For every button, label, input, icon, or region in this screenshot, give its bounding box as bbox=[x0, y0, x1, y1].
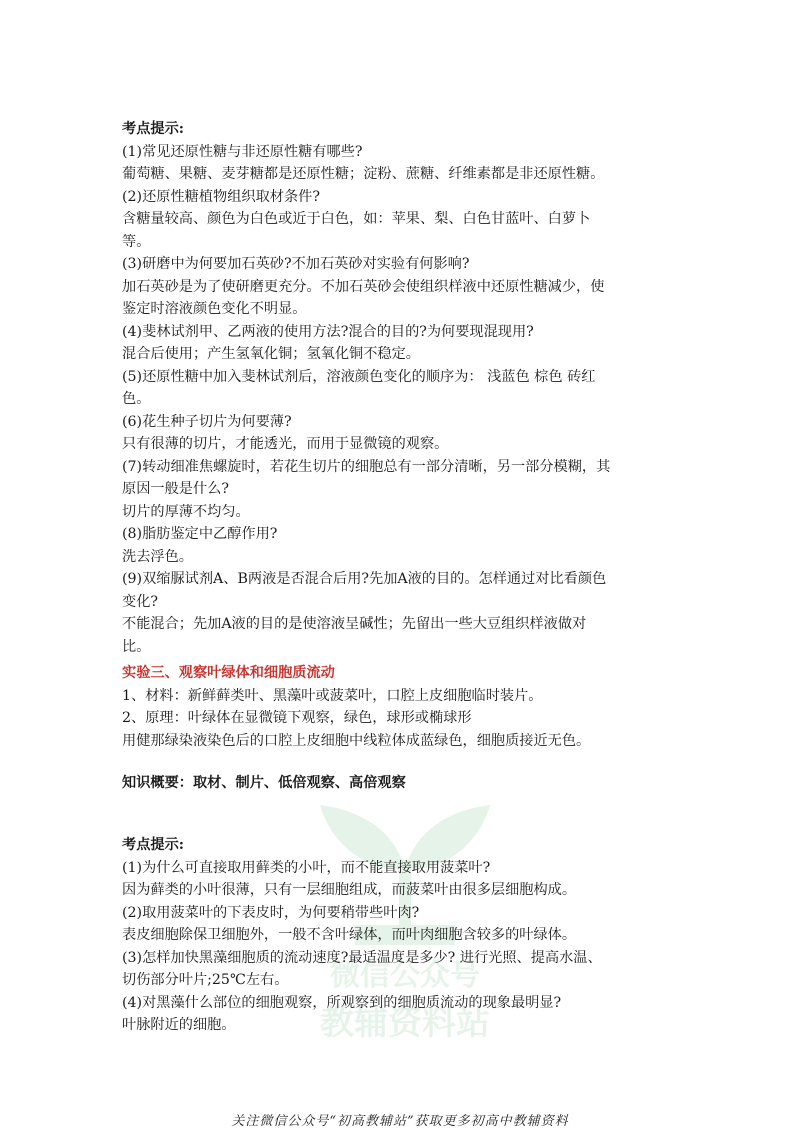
text-line: (8)脂肪鉴定中乙醇作用? bbox=[122, 526, 278, 542]
section-exam-tips-1 bbox=[122, 118, 682, 658]
text-line: 2、原理：叶绿体在显微镜下观察，绿色，球形或椭球形 bbox=[122, 710, 472, 726]
section-exam-tips-2 bbox=[122, 834, 682, 1037]
experiment-title: 实验三、观察叶绿体和细胞质流动 bbox=[122, 665, 335, 681]
text-line: 变化? bbox=[122, 593, 158, 610]
watermark-line2: 教辅资料站 bbox=[320, 1003, 490, 1043]
text-line: 比。 bbox=[122, 638, 151, 655]
section-heading: 考点提示: bbox=[122, 837, 184, 853]
text-line: (3)怎样加快黑藻细胞质的流动速度?最适温度是多少? 进行光照、提高水温、 bbox=[122, 949, 602, 966]
text-line: 切片的厚薄不均匀。 bbox=[122, 503, 250, 520]
text-line: (1)为什么可直接取用藓类的小叶，而不能直接取用菠菜叶? bbox=[122, 859, 491, 876]
text-line: 葡萄糖、果糖、麦芽糖都是还原性糖；淀粉、蔗糖、纤维素都是非还原性糖。 bbox=[122, 166, 605, 182]
text-line: (4)斐林试剂甲、乙两液的使用方法?混合的目的?为何要现混现用? bbox=[122, 323, 534, 340]
text-line: (5)还原性糖中加入斐林试剂后，溶液颜色变化的顺序为： 浅蓝色 棕色 砖红 bbox=[122, 368, 596, 385]
text-line: 加石英砂是为了使研磨更充分。不加石英砂会使组织样液中还原性糖减少，使 bbox=[122, 278, 605, 295]
section-experiment-3 bbox=[122, 662, 682, 752]
text-line: (2)还原性糖植物组织取材条件? bbox=[122, 188, 320, 205]
text-line: 用健那绿染液染色后的口腔上皮细胞中线粒体成蓝绿色，细胞质接近无色。 bbox=[122, 732, 591, 749]
text-line: 鉴定时溶液颜色变化不明显。 bbox=[122, 301, 307, 317]
text-line: (2)取用菠菜叶的下表皮时，为何要稍带些叶肉? bbox=[122, 904, 420, 921]
text-line: (9)双缩脲试剂A、B两液是否混合后用?先加A液的目的。怎样通过对比看颜色 bbox=[122, 571, 607, 587]
section-heading: 考点提示: bbox=[122, 121, 184, 137]
text-line: 不能混合；先加A液的目的是使溶液呈碱性；先留出一些大豆组织样液做对 bbox=[122, 616, 587, 632]
text-line: 等。 bbox=[122, 233, 151, 250]
text-line: (4)对黑藻什么部位的细胞观察，所观察到的细胞质流动的现象最明显? bbox=[122, 994, 562, 1011]
text-line: (1)常见还原性糖与非还原性糖有哪些? bbox=[122, 143, 363, 160]
text-line: 原因一般是什么? bbox=[122, 481, 229, 497]
text-line: (7)转动细准焦螺旋时，若花生切片的细胞总有一部分清晰，另一部分模糊，其 bbox=[122, 458, 611, 475]
page-footer: 关注微信公众号“初高教辅站”获取更多初高中教辅资料 bbox=[231, 1114, 569, 1129]
text-line: 切伤部分叶片;25℃左右。 bbox=[122, 972, 289, 988]
text-line: 只有很薄的切片，才能透光，而用于显微镜的观察。 bbox=[122, 436, 449, 452]
text-line: (6)花生种子切片为何要薄? bbox=[122, 413, 292, 430]
text-line: 因为藓类的小叶很薄，只有一层细胞组成，而菠菜叶由很多层细胞构成。 bbox=[122, 882, 577, 898]
text-line: (3)研磨中为何要加石英砂?不加石英砂对实验有何影响? bbox=[122, 256, 470, 272]
text-line: 混合后使用；产生氢氧化铜；氢氧化铜不稳定。 bbox=[122, 346, 420, 362]
text-line: 叶脉附近的细胞。 bbox=[122, 1017, 236, 1033]
text-line: 表皮细胞除保卫细胞外，一般不含叶绿体，而叶肉细胞含较多的叶绿体。 bbox=[122, 927, 577, 943]
watermark-line1: 微信公众号 bbox=[330, 958, 480, 993]
text-line: 色。 bbox=[122, 391, 151, 407]
text-line: 1、材料：新鲜藓类叶、黑藻叶或菠菜叶，口腔上皮细胞临时装片。 bbox=[122, 687, 543, 704]
text-line: 洗去浮色。 bbox=[122, 548, 193, 565]
text-line: 含糖量较高、颜色为白色或近于白色，如：苹果、梨、白色甘蓝叶、白萝卜 bbox=[122, 211, 591, 227]
knowledge-overview: 知识概要：取材、制片、低倍观察、高倍观察 bbox=[122, 775, 406, 791]
